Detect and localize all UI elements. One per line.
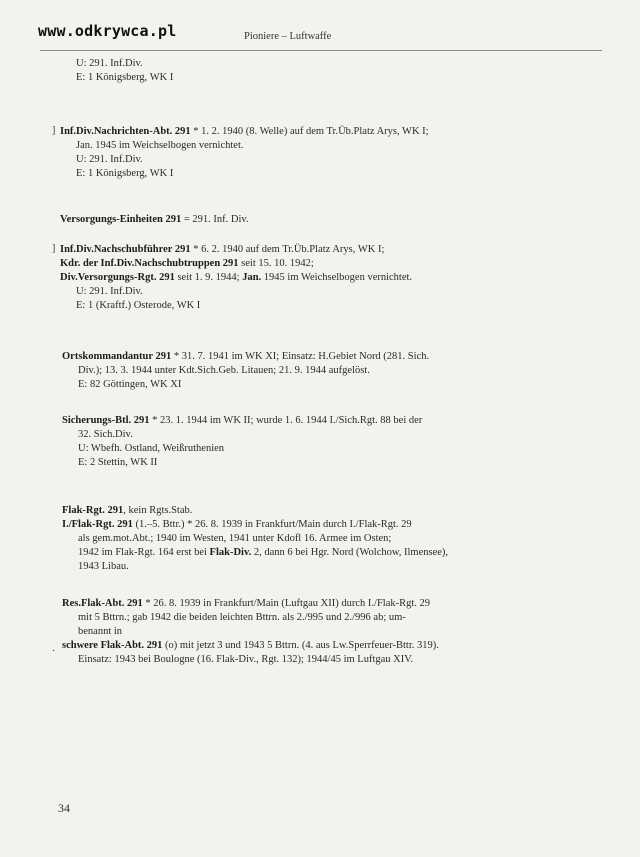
entry-line: U: Wbefh. Ostland, Weißruthenien [78,443,225,454]
entry-line: U: 291. Inf.Div. [76,58,143,69]
versorgung-entry [60,213,249,227]
entry-text: 1945 im Weichselbogen vernichtet. [261,272,413,283]
nachschub-entry [60,243,412,313]
entry-title: Inf.Div.Nachrichten-Abt. 291 [60,126,191,137]
entry-line [60,271,412,285]
entry-line: E: 82 Göttingen, WK XI [78,379,182,390]
entry-title: Sicherungs-Btl. 291 [62,415,150,426]
entry-line [62,546,448,560]
watermark: www.odkrywca.pl [38,22,177,40]
resflak-entry [62,597,439,667]
entry-title: Inf.Div.Nachschubführer 291 [60,244,191,255]
entry-title: Res.Flak-Abt. 291 [62,598,143,609]
entry-line: 32. Sich.Div. [78,429,133,440]
entry-line [62,518,448,532]
entry-line: E: 1 Königsberg, WK I [76,72,174,83]
entry-text: * 23. 1. 1944 im WK II; wurde 1. 6. 1944 I./Sich.Rgt. 88 bei der [149,415,423,426]
entry-text: = 291. Inf. Div. [181,214,249,225]
entry-emphasis: Flak-Div. [209,547,252,558]
entry-line: U: 291. Inf.Div. [76,154,143,165]
entry-text: 2, dann 6 bei Hgr. Nord (Wolchow, Ilmensee), [251,547,449,558]
entry-line [60,125,429,139]
entry-line: E: 1 Königsberg, WK I [76,168,174,179]
entry-line: Einsatz: 1943 bei Boulogne (16. Flak-Div., Rgt. 132); 1944/45 im Luftgau XIV. [78,654,414,665]
entry-title: Kdr. der Inf.Div.Nachschubtruppen 291 [60,258,239,269]
entry-line: benannt in [78,626,123,637]
entry-title: Div.Versorgungs-Rgt. 291 [60,272,175,283]
entry-line: mit 5 Bttrn.; gab 1942 die beiden leichten Bttrn. als 2./995 und 2./996 ab; um- [78,612,406,623]
entry-text: * 1. 2. 1940 (8. Welle) auf dem Tr.Üb.Platz Arys, WK I; [190,126,429,137]
entry-text: * 31. 7. 1941 im WK XI; Einsatz: H.Gebiet Nord (281. Sich. [171,351,430,362]
entry-line [62,639,439,653]
entry-text: seit 15. 10. 1942; [238,258,314,269]
entry-line: 1943 Libau. [78,561,129,572]
entry-text: (o) mit jetzt 3 und 1943 5 Bttrn. (4. aus Lw.Sperrfeuer-Bttr. 319). [162,640,439,651]
entry-line [62,414,422,428]
entry-text: * 6. 2. 1940 auf dem Tr.Üb.Platz Arys, WK I; [190,244,385,255]
margin-mark: ] [52,125,56,136]
running-head: Pioniere – Luftwaffe [244,31,332,42]
margin-mark: · [52,646,56,657]
entry-title: Ortskommandantur 291 [62,351,172,362]
page-number: 34 [58,801,70,815]
entry-line [62,504,448,518]
entry-line [62,350,429,364]
flak-entry [62,504,448,574]
entry-line [60,257,412,271]
entry-text: 1942 im Flak-Rgt. 164 erst bei [78,547,210,558]
entry-title: Versorgungs-Einheiten 291 [60,214,182,225]
entry-emphasis: Jan. [242,272,262,283]
entry-text: , kein Rgts.Stab. [123,505,193,516]
entry-line [60,243,412,257]
entry-line: Jan. 1945 im Weichselbogen vernichtet. [76,140,244,151]
entry-title: schwere Flak-Abt. 291 [62,640,163,651]
entry-line: E: 2 Stettin, WK II [78,457,158,468]
entry-line: als gem.mot.Abt.; 1940 im Westen, 1941 unter Kdofl 16. Armee im Osten; [78,533,392,544]
entry-line: U: 291. Inf.Div. [76,286,143,297]
nachrichten-entry [60,125,429,181]
entry-text: seit 1. 9. 1944; [174,272,243,283]
entry-line [62,597,439,611]
pioniere-entry [76,57,173,85]
entry-line [60,213,249,227]
entry-line: E: 1 (Kraftf.) Osterode, WK I [76,300,201,311]
entry-text: * 26. 8. 1939 in Frankfurt/Main (Luftgau XII) durch I./Flak-Rgt. 29 [142,598,431,609]
entry-title: Flak-Rgt. 291 [62,505,124,516]
ortskommandantur-entry [62,350,429,392]
header-rule [40,50,602,51]
entry-title: I./Flak-Rgt. 291 [62,519,133,530]
entry-line: Div.); 13. 3. 1944 unter Kdt.Sich.Geb. Litauen; 21. 9. 1944 aufgelöst. [78,365,370,376]
sicherung-entry [62,414,422,470]
margin-mark: ] [52,243,56,254]
entry-text: (1.–5. Bttr.) * 26. 8. 1939 in Frankfurt/Main durch I./Flak-Rgt. 29 [132,519,412,530]
